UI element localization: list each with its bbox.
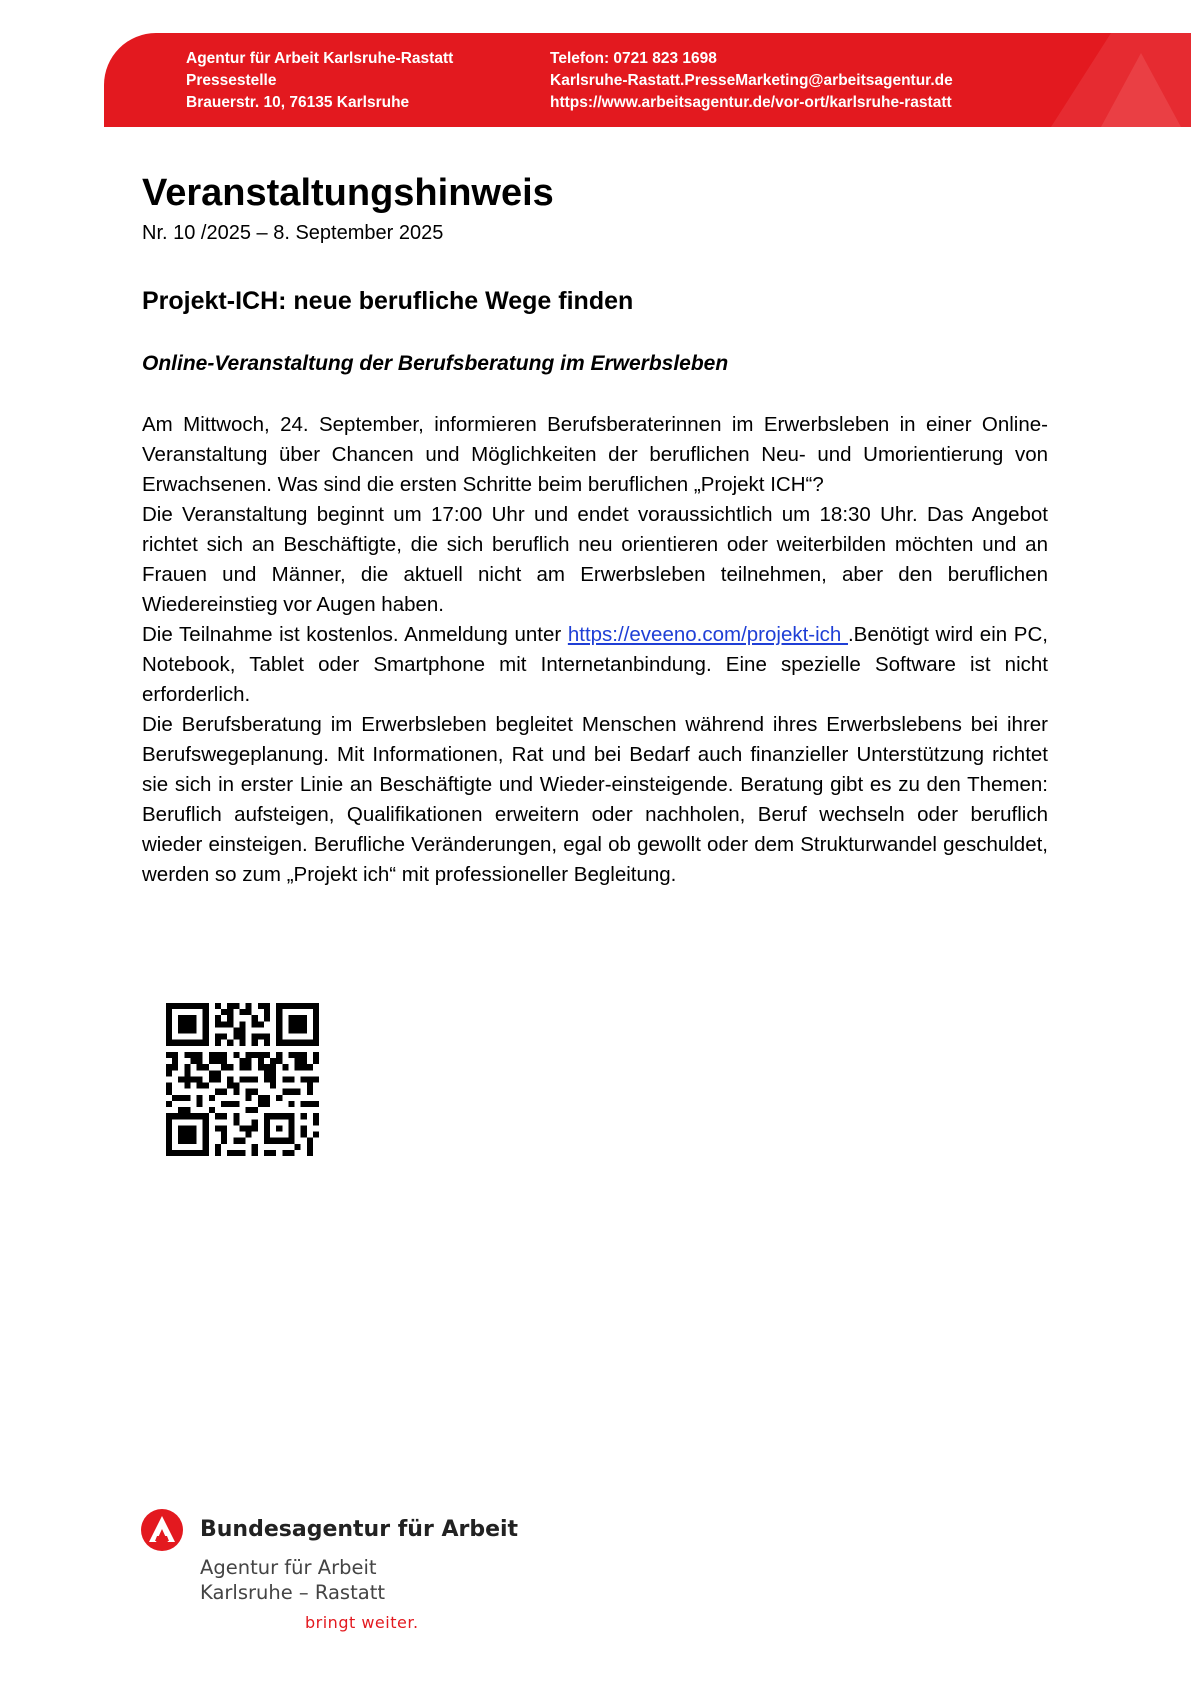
body-text — [142, 410, 1048, 890]
paragraph-details: Die Veranstaltung beginnt um 17:00 Uhr und endet voraussichtlich um 18:30 Uhr. Das Angebot richtet sich an Beschäftigte, die sich beruflich neu orientieren oder weiterbilden möchten und an Frauen und Männer, die aktuell nicht am Erwerbsleben teilnehmen, aber den beruflichen Wiedereinstieg vor Augen haben. — [142, 503, 1048, 616]
footer-agency-line1: Agentur für Arbeit — [200, 1556, 377, 1579]
footer-slogan: bringt weiter. — [305, 1613, 419, 1632]
headline: Projekt-ICH: neue berufliche Wege finden — [142, 287, 634, 315]
ba-logo-icon — [140, 1508, 186, 1552]
footer-agency — [200, 1555, 385, 1605]
header-website[interactable]: https://www.arbeitsagentur.de/vor-ort/karlsruhe-rastatt — [550, 94, 952, 111]
header-contact — [550, 48, 953, 114]
header-band — [104, 33, 1191, 127]
document-title: Veranstaltungshinweis — [142, 172, 554, 214]
registration-link[interactable]: https://eveeno.com/projekt-ich — [567, 623, 848, 646]
registration-requirements: .Benötigt wird ein PC, Notebook, Tablet oder Smartphone mit Internetanbindung. Eine spezielle Software ist nicht erforderlich. — [142, 623, 1048, 706]
paragraph-about: Die Berufsberatung im Erwerbsleben begleitet Menschen während ihres Erwerbslebens bei ihrer Berufswegeplanung. Mit Informationen, Rat und bei Bedarf auch finanzieller Unterstützung richtet sie sich in erster Linie an Beschäftigte und Wieder-einsteigende. Beratung gibt es zu den Themen: Beruflich aufsteigen, Qualifikationen erweitern oder nachholen, Beruf wechseln oder beruflich wieder einsteigen. Berufliche Veränderungen, egal ob gewollt oder dem Strukturwandel geschuldet, werden so zum „Projekt ich“ mit professioneller Begleitung. — [142, 713, 1048, 886]
header-decoration-icon — [991, 33, 1191, 127]
document-number-date: Nr. 10 /2025 – 8. September 2025 — [142, 222, 444, 244]
header-department: Pressestelle — [186, 72, 277, 89]
header-org-name: Agentur für Arbeit Karlsruhe-Rastatt — [186, 50, 454, 67]
footer-agency-line2: Karlsruhe – Rastatt — [200, 1581, 385, 1604]
subheadline: Online-Veranstaltung der Berufsberatung im Erwerbsleben — [142, 352, 729, 375]
header-phone: Telefon: 0721 823 1698 — [550, 50, 717, 67]
header-email[interactable]: Karlsruhe-Rastatt.PresseMarketing@arbeitsagentur.de — [550, 72, 953, 89]
paragraph-announcement: Am Mittwoch, 24. September, informieren Berufsberaterinnen im Erwerbsleben in einer Online-Veranstaltung über Chancen und Möglichkeiten der beruflichen Neu- und Umorientierung von Erwachsenen. Was sind die ersten Schritte beim beruflichen „Projekt ICH“? — [142, 413, 1048, 496]
paragraph-registration — [142, 620, 1048, 710]
footer-org-name: Bundesagentur für Arbeit — [200, 1517, 519, 1542]
registration-text: Die Teilnahme ist kostenlos. Anmeldung unter — [142, 623, 568, 646]
header-address — [186, 48, 453, 114]
header-street: Brauerstr. 10, 76135 Karlsruhe — [186, 94, 410, 111]
qr-code-icon[interactable] — [166, 1003, 319, 1156]
